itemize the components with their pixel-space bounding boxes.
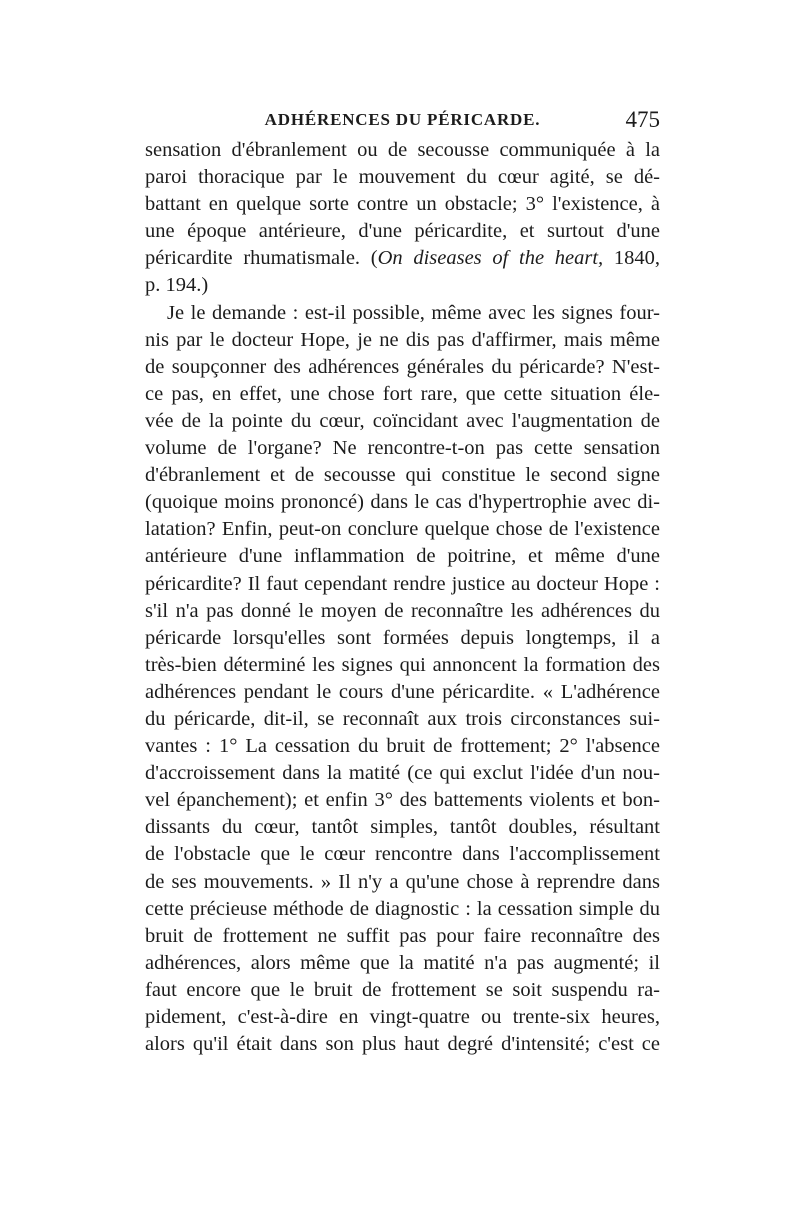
text-line: s'il n'a pas donné le moyen de reconnaître les adhérences du xyxy=(145,599,660,622)
page-number: 475 xyxy=(625,107,660,132)
text-line: très-bien déterminé les signes qui annoncent la formation des xyxy=(145,653,660,676)
text-line: vantes : 1° La cessation du bruit de frottement; 2° l'absence xyxy=(145,735,660,758)
text-line: latation? Enfin, peut-on conclure quelque chose de l'existence xyxy=(145,518,660,541)
text-line: paroi thoracique par le mouvement du cœur agité, se dé- xyxy=(145,166,660,189)
text-line: de ses mouvements. » Il n'y a qu'une chose à reprendre dans xyxy=(145,870,660,893)
text-line: du péricarde, dit-il, se reconnaît aux trois circonstances sui- xyxy=(145,707,660,730)
paragraph-start-line: Je le demande : est-il possible, même avec les signes four- xyxy=(167,301,660,324)
text-segment: 1840, xyxy=(603,247,660,270)
text-line: d'accroissement dans la matité (ce qui exclut l'idée d'un nou- xyxy=(145,762,660,785)
text-line: adhérences pendant le cours d'une péricardite. « L'adhérence xyxy=(145,680,660,703)
text-line: péricarde lorsqu'elles sont formées depuis longtemps, il a xyxy=(145,626,660,649)
text-line: ce pas, en effet, une chose fort rare, que cette situation éle- xyxy=(145,382,660,405)
text-line: sensation d'ébranlement ou de secousse communiquée à la xyxy=(145,139,660,161)
text-line: nis par le docteur Hope, je ne dis pas d'affirmer, mais même xyxy=(145,328,660,351)
text-line-with-citation xyxy=(145,245,660,272)
text-line: battant en quelque sorte contre un obstacle; 3° l'existence, à xyxy=(145,193,660,216)
text-line: péricardite? Il faut cependant rendre justice au docteur Hope : xyxy=(145,572,660,595)
text-line: antérieure d'une inflammation de poitrine, et même d'une xyxy=(145,545,660,568)
text-line: cette précieuse méthode de diagnostic : la cessation simple du xyxy=(145,897,660,920)
text-line: d'ébranlement et de secousse qui constitue le second signe xyxy=(145,464,660,487)
text-line: pidement, c'est-à-dire en vingt-quatre ou trente-six heures, xyxy=(145,1006,660,1028)
text-line: dissants du cœur, tantôt simples, tantôt doubles, résultant xyxy=(145,816,660,839)
text-line: une époque antérieure, d'une péricardite, et surtout d'une xyxy=(145,220,660,243)
text-line: faut encore que le bruit de frottement se soit suspendu ra- xyxy=(145,978,660,1001)
text-line: alors qu'il était dans son plus haut degré d'intensité; c'est ce xyxy=(145,1033,660,1056)
text-line: vée de la pointe du cœur, coïncidant avec l'augmentation de xyxy=(145,409,660,432)
paragraph-end-line: p. 194.) xyxy=(145,274,209,297)
text-line: volume de l'organe? Ne rencontre-t-on pas cette sensation xyxy=(145,437,660,460)
running-head xyxy=(145,104,660,136)
text-line: bruit de frottement ne suffit pas pour faire reconnaître des xyxy=(145,924,660,947)
text-segment: péricardite rhumatismale. ( xyxy=(145,247,378,270)
text-line: adhérences, alors même que la matité n'a pas augmenté; il xyxy=(145,951,660,974)
running-title: ADHÉRENCES DU PÉRICARDE. xyxy=(264,110,541,129)
text-line: (quoique moins prononcé) dans le cas d'hypertrophie avec di- xyxy=(145,491,660,514)
body-text xyxy=(145,137,660,1058)
text-line: vel épanchement); et enfin 3° des battements violents et bon- xyxy=(145,789,660,812)
text-line: de soupçonner des adhérences générales du péricarde? N'est- xyxy=(145,355,660,378)
text-line: de l'obstacle que le cœur rencontre dans l'accomplissement xyxy=(145,843,660,866)
citation-title: On diseases of the heart, xyxy=(377,247,604,270)
